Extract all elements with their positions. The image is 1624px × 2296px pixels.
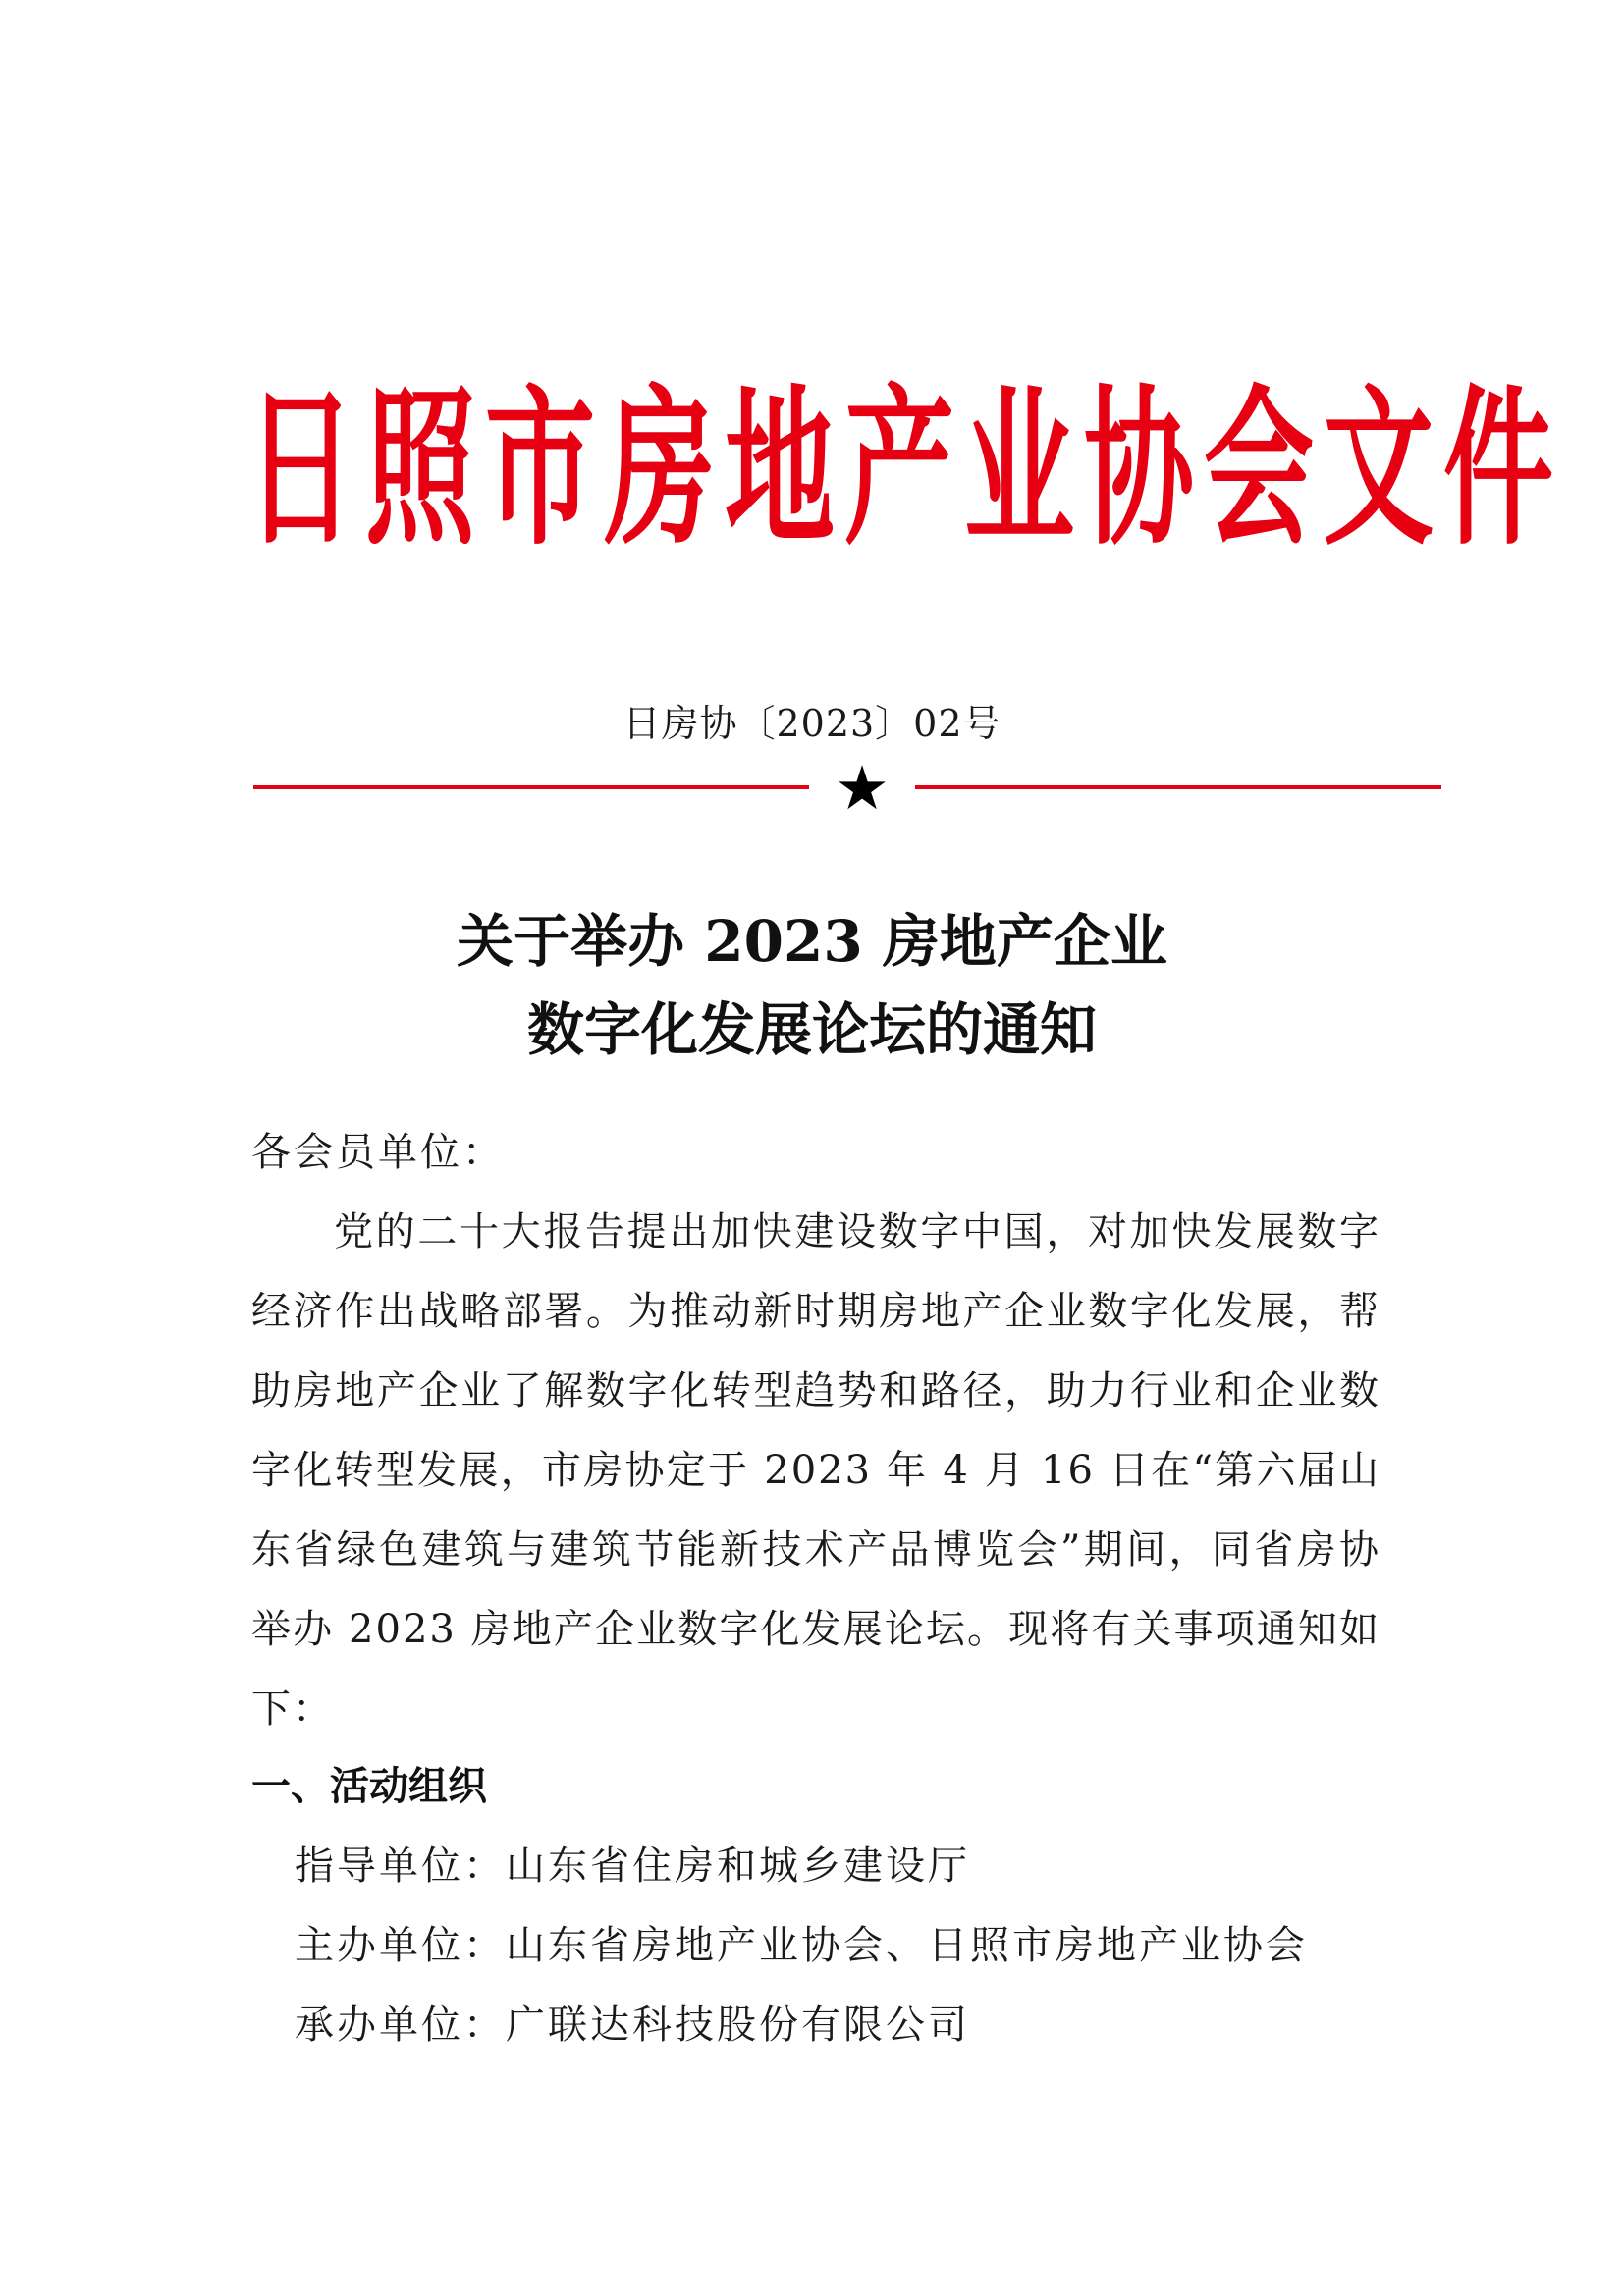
red-divider-left <box>253 785 809 789</box>
organization-list <box>295 1827 1308 2065</box>
notice-title-line-2: 数字化发展论坛的通知 <box>526 996 1097 1063</box>
list-item-host-unit: 主办单位：山东省房地产业协会、日照市房地产业协会 <box>295 1923 1308 1968</box>
section-heading-activity-organization: 一、活动组织 <box>251 1764 487 1809</box>
body-paragraph: 党的二十大报告提出加快建设数字中国，对加快发展数字经济作出战略部署。为推动新时期房地产企业数字化发展，帮助房地产企业了解数字化转型趋势和路径，助力行业和企业数字化转型发展，市房协定于 2023 年 4 月 16 日在“第六届山东省绿色建筑与建筑节能新技术产品博览会”期间，同省房协举办 2023 房地产企业数字化发展论坛。现将有关事项通知如下： <box>251 1209 1380 1732</box>
masthead-title: 日照市房地产业协会文件 <box>245 371 1563 569</box>
star-icon: ★ <box>835 752 890 824</box>
salutation: 各会员单位： <box>251 1130 505 1175</box>
list-item-guiding-unit: 指导单位：山东省住房和城乡建设厅 <box>295 1843 970 1889</box>
notice-title-line-1: 关于举办 2023 房地产企业 <box>457 908 1167 975</box>
document-number: 日房协〔2023〕02号 <box>623 702 1001 745</box>
list-item-organizer-unit: 承办单位：广联达科技股份有限公司 <box>295 2002 970 2048</box>
red-divider-right <box>915 785 1441 789</box>
